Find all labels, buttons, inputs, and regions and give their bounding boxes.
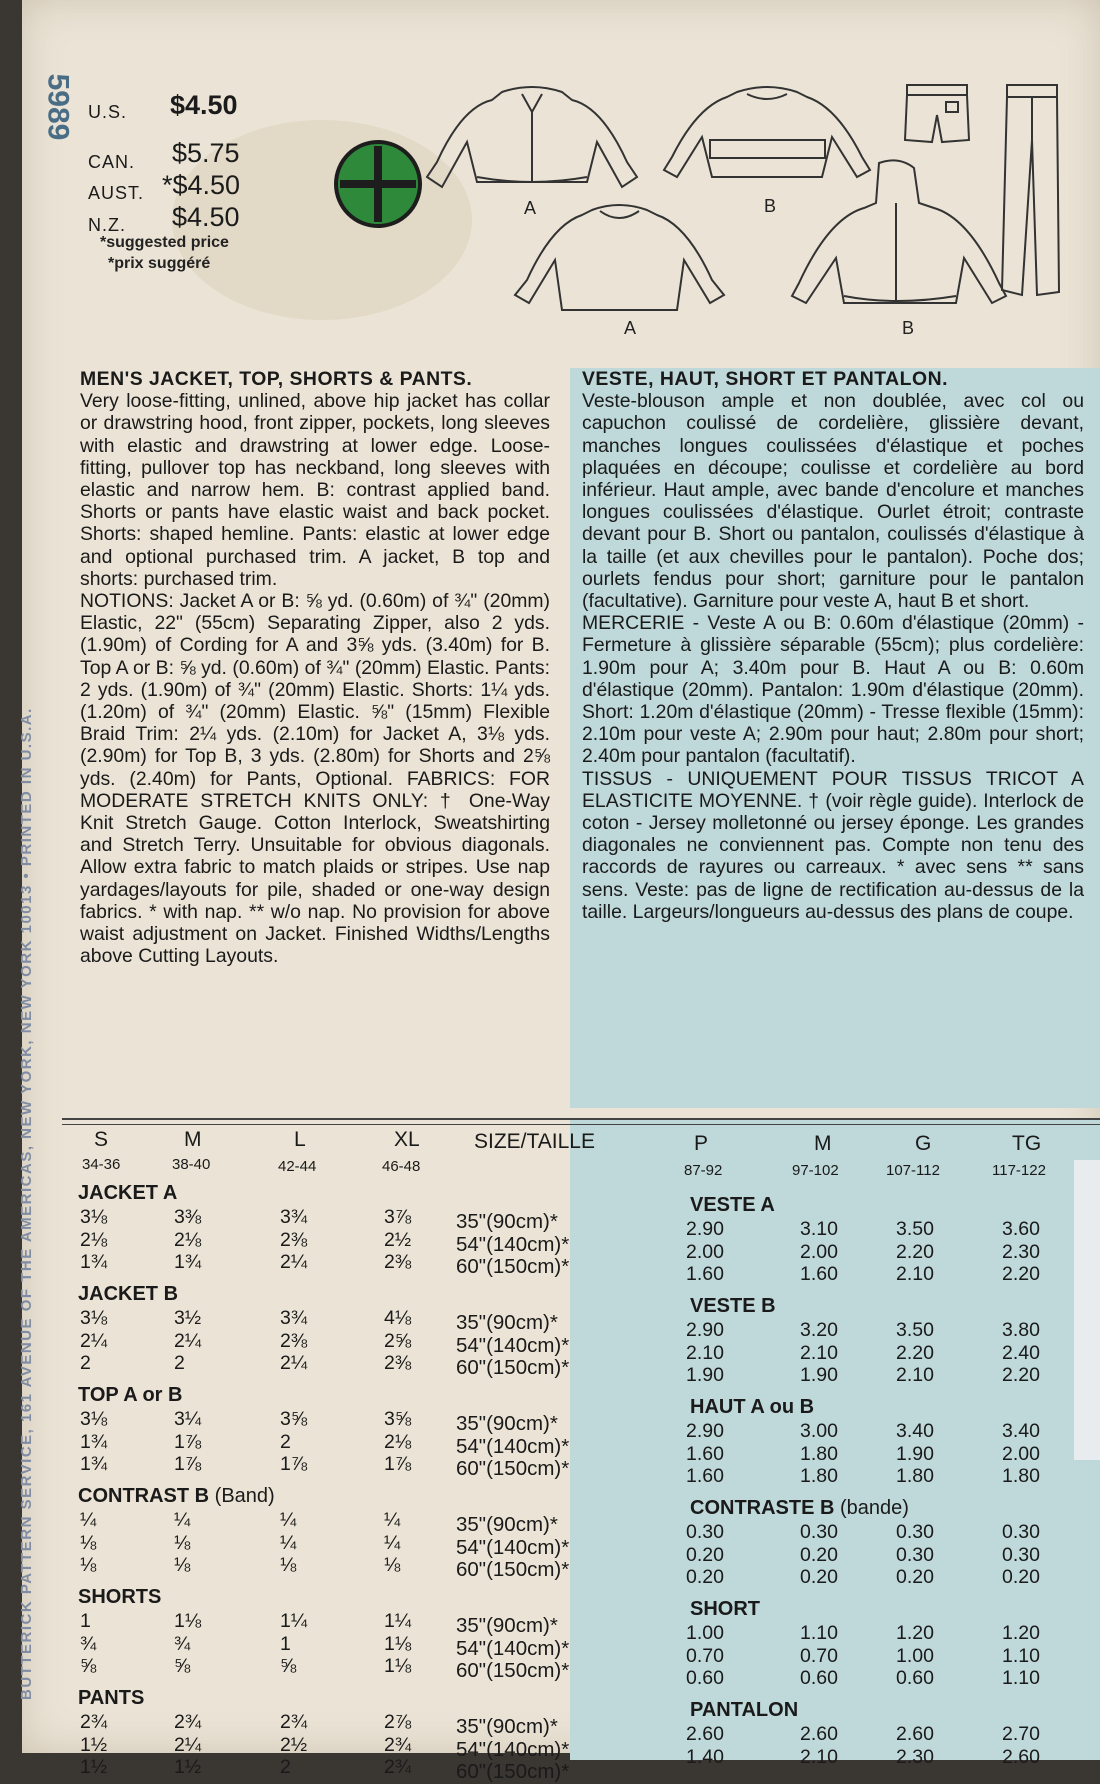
yardage-cell-en: 3¼: [174, 1408, 202, 1430]
yardage-cell-en: 2½: [280, 1733, 308, 1756]
yardage-cell-fr: 1.40: [686, 1745, 724, 1768]
yardage-cell-fr: 3.00: [800, 1420, 838, 1442]
section-label-en-text: SHORTS: [78, 1586, 162, 1608]
yardage-cell-en: ¾: [80, 1632, 97, 1655]
yardage-cell-fr: 1.90: [800, 1364, 838, 1386]
yardage-cell-en: 2¾: [80, 1711, 108, 1733]
yardage-cell-fr: 0.30: [896, 1521, 934, 1543]
section-label-fr-text: VESTE B: [690, 1295, 776, 1317]
fabric-width-cell: 60"(150cm)*: [456, 1457, 570, 1480]
size-g-range: 107-112: [886, 1162, 940, 1179]
size-m-fr: M: [814, 1132, 832, 1155]
size-m-range: 38-40: [172, 1156, 211, 1173]
yardage-cell-en: ¼: [280, 1509, 297, 1531]
fabric-width-cell: 60"(150cm)*: [456, 1760, 570, 1783]
section-label-en-extra: (Band): [209, 1485, 275, 1507]
table-top-rule: [62, 1118, 1100, 1120]
jacket-b-hood-sketch-icon: [784, 158, 1009, 318]
yardage-cell-en: 2¼: [174, 1329, 202, 1352]
size-s-range: 34-36: [82, 1156, 121, 1173]
price-note-fr: *prix suggéré: [108, 255, 211, 272]
yardage-cell-en: ¼: [80, 1509, 97, 1531]
fabric-width-cell: 35"(90cm)*: [456, 1311, 558, 1334]
yardage-cell-en: 4⅛: [384, 1307, 412, 1329]
yardage-cell-fr: 1.60: [686, 1263, 724, 1285]
price-label-aust: AUST.: [88, 183, 145, 203]
yardage-cell-en: ⅝: [174, 1655, 191, 1677]
yardage-cell-fr: 1.20: [1002, 1622, 1040, 1644]
yardage-cell-fr: 2.10: [686, 1341, 724, 1364]
yardage-cell-fr: 0.30: [1002, 1543, 1040, 1566]
view-label-b: B: [764, 196, 777, 216]
price-label-us: U.S.: [88, 102, 128, 122]
yardage-cell-en: 1⅞: [384, 1453, 412, 1475]
yardage-cell-en: 3½: [174, 1307, 202, 1329]
yardage-cell-en: 2: [80, 1352, 91, 1374]
size-p: P: [694, 1132, 709, 1155]
size-xl: XL: [394, 1128, 420, 1151]
section-label-en-text: JACKET A: [78, 1182, 178, 1204]
yardage-cell-en: 3⅛: [80, 1408, 108, 1430]
section-label-en: [78, 1687, 144, 1710]
yardage-cell-en: ¼: [174, 1509, 191, 1531]
yardage-cell-fr: 1.10: [1002, 1667, 1040, 1689]
fabric-width-cell: 54"(140cm)*: [456, 1232, 570, 1256]
yardage-cell-en: 2: [280, 1756, 291, 1778]
yardage-cell-en: 1¾: [80, 1430, 108, 1453]
section-label-fr: [690, 1699, 798, 1722]
yardage-cell-fr: 3.60: [1002, 1218, 1040, 1240]
yardage-cell-fr: 2.00: [800, 1240, 838, 1263]
yardage-cell-en: 1¼: [384, 1610, 412, 1632]
pants-sketch-icon: [997, 80, 1077, 310]
view-label-a: A: [524, 198, 537, 218]
size-g: G: [915, 1132, 932, 1155]
yardage-cell-en: ⅛: [280, 1554, 297, 1576]
yardage-cell-fr: 2.60: [896, 1723, 934, 1745]
yardage-cell-en: 2¼: [280, 1251, 308, 1273]
yardage-cell-fr: 2.60: [800, 1723, 838, 1745]
size-tg: TG: [1012, 1132, 1042, 1155]
yardage-cell-en: 2⅛: [80, 1228, 108, 1251]
yardage-cell-fr: 2.70: [1002, 1723, 1040, 1745]
price-label-can: CAN.: [88, 152, 136, 172]
yardage-cell-fr: 1.80: [800, 1442, 838, 1465]
size-m-fr-range: 97-102: [792, 1162, 839, 1179]
yardage-cell-en: 1¾: [80, 1453, 108, 1475]
fabric-width-cell: 35"(90cm)*: [456, 1513, 558, 1536]
size-xl-range: 46-48: [382, 1158, 421, 1175]
section-label-fr: [690, 1396, 814, 1419]
yardage-cell-fr: 1.90: [896, 1442, 934, 1465]
yardage-cell-en: 1½: [80, 1733, 108, 1756]
section-label-fr-text: HAUT A ou B: [690, 1396, 815, 1418]
pattern-envelope-back: [18, 0, 1100, 1783]
yardage-cell-fr: 2.30: [1002, 1240, 1040, 1263]
yardage-cell-en: 2⅜: [384, 1352, 412, 1374]
section-label-en-text: PANTS: [78, 1687, 145, 1709]
yardage-cell-en: 3¾: [280, 1206, 308, 1228]
yardage-cell-fr: 2.10: [800, 1341, 838, 1364]
yardage-cell-fr: 1.80: [800, 1465, 838, 1487]
yardage-cell-fr: 0.60: [896, 1667, 934, 1689]
yardage-cell-en: 1: [80, 1610, 91, 1632]
size-taille-label: SIZE/TAILLE: [474, 1130, 595, 1153]
yardage-cell-en: 3¾: [280, 1307, 308, 1329]
size-l: L: [294, 1128, 306, 1151]
fabric-width-cell: 35"(90cm)*: [456, 1412, 558, 1435]
yardage-cell-en: 2⅜: [280, 1228, 308, 1251]
section-label-fr: [690, 1295, 776, 1318]
yardage-cell-en: 1¾: [174, 1251, 202, 1273]
pattern-number: 5989: [41, 73, 75, 141]
yardage-cell-fr: 0.30: [800, 1521, 838, 1543]
publisher-address: BUTTERICK PATTERN SERVICE, 161 AVENUE OF THE AMERICAS, NEW YORK, NEW YORK 10013 • PRINTED IN U.S.A.: [18, 707, 35, 1700]
yardage-cell-en: 2¾: [384, 1733, 412, 1756]
section-label-fr: [690, 1194, 775, 1217]
yardage-cell-en: 1¾: [80, 1251, 108, 1273]
price-value-us: $4.50: [170, 90, 238, 120]
english-notions: NOTIONS: Jacket A or B: ⅝ yd. (0.60m) of ¾" (20mm) Elastic, 22" (55cm) Separating Zipper, also 2 yds. (1.90m) of Cording for A and 3⅝ yds. (3.40m) for B. Top A or B: ⅝ yd. (0.60m) of ¾" (20mm) Elastic. Pants: 2 yds. (1.90m) of ¾" (20mm) Elastic. Shorts: 1¼ yds. (1.20m) of ¾" (20mm) Elastic. ⅝" (15mm) Flexible Braid Trim: 2¼ yds. (2.10m) for Jacket A, 3⅛ yds. (2.90m) for Top B, 3 yds. (2.80m) for Shorts and 2⅝ yds. (2.40m) for Pants, Optional. FABRICS: FOR MODERATE STRETCH KNITS ONLY: † One-Way Knit Stretch Gauge. Cotton Interlock, Sweatshirting and Stretch Terry. Unsuitable for obvious diagonals. Allow extra fabric to match plaids or stripes. Use nap yardages/layouts for pile, shaded or one-way design fabrics. * with nap. ** w/o nap. No provision for above waist adjustment on Jacket. Finished Widths/Lengths above Cutting Layouts.: [80, 590, 550, 968]
size-p-range: 87-92: [684, 1162, 723, 1179]
yardage-cell-fr: 2.30: [896, 1745, 934, 1768]
yardage-cell-en: 1⅛: [384, 1655, 412, 1677]
yardage-cell-fr: 0.20: [896, 1566, 934, 1588]
yardage-cell-en: 1⅛: [174, 1610, 202, 1632]
yardage-cell-fr: 2.40: [1002, 1341, 1040, 1364]
table-top-rule-2: [62, 1124, 1100, 1125]
yardage-cell-en: 1⅞: [280, 1453, 308, 1475]
yardage-cell-fr: 2.00: [686, 1240, 724, 1263]
section-label-fr-extra: (bande): [834, 1497, 909, 1519]
section-label-en: [78, 1586, 161, 1609]
price-value-can: $5.75: [172, 138, 240, 168]
yardage-cell-fr: 0.20: [800, 1566, 838, 1588]
french-tissus: TISSUS - UNIQUEMENT POUR TISSUS TRICOT A ELASTICITE MOYENNE. † (voir règle guide). Interlock de coton - Jersey molletonné ou jersey éponge. Les grandes diagonales ne conviennent pas. Compte non tenu des raccords de rayures ou carreaux. * avec sens ** sans sens. Veste: pas de ligne de rectification au-dessus de la taille. Largeurs/longueurs au-dessus des plans de coupe.: [582, 767, 1084, 923]
yardage-cell-fr: 0.20: [686, 1543, 724, 1566]
yardage-cell-en: 1½: [80, 1756, 108, 1778]
yardage-cell-fr: 1.60: [800, 1263, 838, 1285]
yardage-cell-fr: 2.10: [800, 1745, 838, 1768]
section-label-fr-text: CONTRASTE B: [690, 1497, 835, 1519]
size-l-range: 42-44: [278, 1158, 317, 1175]
yardage-cell-fr: 2.00: [1002, 1442, 1040, 1465]
page-edge: [1074, 1160, 1100, 1460]
shorts-sketch-icon: [902, 80, 972, 150]
yardage-cell-fr: 1.00: [896, 1644, 934, 1667]
yardage-cell-en: 1⅛: [384, 1632, 412, 1655]
yardage-cell-en: ⅛: [80, 1554, 97, 1576]
yardage-cell-en: 3⅛: [80, 1307, 108, 1329]
section-label-fr-text: PANTALON: [690, 1699, 799, 1721]
fabric-width-cell: 60"(150cm)*: [456, 1558, 570, 1581]
section-label-fr: [690, 1598, 760, 1621]
yardage-cell-fr: 1.90: [686, 1364, 724, 1386]
stretch-knit-logo-icon: [334, 140, 422, 228]
yardage-cell-en: ⅛: [174, 1554, 191, 1576]
yardage-cell-fr: 1.60: [686, 1465, 724, 1487]
section-label-en: [78, 1485, 275, 1508]
yardage-cell-fr: 0.60: [686, 1667, 724, 1689]
yardage-cell-fr: 1.80: [896, 1465, 934, 1487]
section-label-fr-text: VESTE A: [690, 1194, 775, 1216]
section-label-en: [78, 1384, 182, 1407]
yardage-cell-fr: 0.20: [1002, 1566, 1040, 1588]
price-label-nz: N.Z.: [88, 215, 126, 235]
yardage-cell-en: ⅛: [174, 1531, 191, 1554]
yardage-cell-fr: 2.10: [896, 1263, 934, 1285]
yardage-cell-en: 2¼: [174, 1733, 202, 1756]
yardage-cell-fr: 3.80: [1002, 1319, 1040, 1341]
yardage-cell-en: ⅝: [280, 1655, 297, 1677]
yardage-cell-en: 2⅞: [384, 1711, 412, 1733]
yardage-cell-fr: 3.50: [896, 1319, 934, 1341]
yardage-cell-fr: 2.90: [686, 1319, 724, 1341]
yardage-cell-fr: 3.40: [1002, 1420, 1040, 1442]
yardage-cell-en: ¼: [384, 1509, 401, 1531]
yardage-cell-en: 2⅛: [174, 1228, 202, 1251]
yardage-cell-fr: 0.70: [686, 1644, 724, 1667]
yardage-cell-en: 3⅝: [280, 1408, 308, 1430]
price-value-nz: $4.50: [172, 202, 240, 232]
section-label-en: [78, 1182, 177, 1205]
yardage-cell-fr: 0.30: [1002, 1521, 1040, 1543]
yardage-cell-en: ¾: [174, 1632, 191, 1655]
yardage-cell-en: 2¾: [174, 1711, 202, 1733]
yardage-cell-en: ¼: [384, 1531, 401, 1554]
english-paragraph: Very loose-fitting, unlined, above hip jacket has collar or drawstring hood, front zipper, pockets, long sleeves with elastic and drawstring at lower edge. Loose-fitting, pullover top has neckband, long sleeves with elastic and narrow hem. B: contrast applied band. Shorts or pants have elastic waist and back pocket. Shorts: shaped hemline. Pants: elastic at lower edge and optional purchased trim. A jacket, B top and shorts: purchased trim.: [80, 390, 550, 590]
fabric-width-cell: 54"(140cm)*: [456, 1333, 570, 1357]
size-tg-range: 117-122: [992, 1162, 1046, 1179]
yardage-cell-fr: 2.10: [896, 1364, 934, 1386]
yardage-cell-en: 3⅛: [80, 1206, 108, 1228]
section-label-en-text: JACKET B: [78, 1283, 179, 1305]
yardage-cell-en: ¼: [280, 1531, 297, 1554]
yardage-cell-fr: 2.20: [896, 1341, 934, 1364]
english-heading: MEN'S JACKET, TOP, SHORTS & PANTS.: [80, 368, 473, 390]
fabric-width-cell: 60"(150cm)*: [456, 1255, 570, 1278]
french-mercerie: MERCERIE - Veste A ou B: 0.60m d'élastique (20mm) - Fermeture à glissière séparable (55cm); plus cordelière: 1.90m pour A; 3.40m pour B. Haut A ou B: 0.60m d'élastique (20mm). Pantalon: 1.90m d'élastique (20mm). Short: 1.20m d'élastique (20mm) - Tresse flexible (15mm): 2.10m pour veste A; 2.90m pour haut; 2.80m pour short; 2.40m pour pantalon (facultatif).: [582, 612, 1084, 768]
price-note-en: *suggested price: [100, 234, 229, 251]
view-label-b-2: B: [902, 318, 915, 338]
yardage-cell-fr: 3.10: [800, 1218, 838, 1240]
section-label-fr: [690, 1497, 909, 1520]
fabric-width-cell: 35"(90cm)*: [456, 1715, 558, 1738]
yardage-cell-en: 2¼: [280, 1352, 308, 1374]
yardage-cell-en: 2: [280, 1430, 291, 1453]
yardage-cell-fr: 0.30: [896, 1543, 934, 1566]
yardage-cell-en: 3⅝: [384, 1408, 412, 1430]
english-description: [80, 368, 550, 967]
yardage-cell-en: 3⅞: [384, 1206, 412, 1228]
yardage-cell-en: 1¼: [280, 1610, 308, 1632]
fabric-width-cell: 54"(140cm)*: [456, 1535, 570, 1559]
yardage-cell-fr: 2.60: [1002, 1745, 1040, 1768]
yardage-cell-en: 2⅜: [384, 1251, 412, 1273]
yardage-cell-fr: 2.90: [686, 1420, 724, 1442]
price-value-aust: *$4.50: [162, 170, 241, 200]
yardage-cell-fr: 3.20: [800, 1319, 838, 1341]
yardage-cell-fr: 3.50: [896, 1218, 934, 1240]
fabric-width-cell: 60"(150cm)*: [456, 1659, 570, 1682]
yardage-cell-fr: 2.20: [896, 1240, 934, 1263]
yardage-cell-fr: 1.10: [800, 1622, 838, 1644]
yardage-cell-en: ⅛: [384, 1554, 401, 1576]
fabric-width-cell: 54"(140cm)*: [456, 1737, 570, 1761]
french-description: [582, 368, 1084, 923]
section-label-en: [78, 1283, 178, 1306]
yardage-cell-en: 2⅛: [384, 1430, 412, 1453]
yardage-cell-en: 2¼: [80, 1329, 108, 1352]
yardage-cell-fr: 0.20: [686, 1566, 724, 1588]
view-label-a-2: A: [624, 318, 637, 338]
yardage-cell-en: 2: [174, 1352, 185, 1374]
yardage-cell-en: 2½: [384, 1228, 412, 1251]
section-label-fr-text: SHORT: [690, 1598, 760, 1620]
yardage-cell-en: 3⅜: [174, 1206, 202, 1228]
yardage-cell-fr: 1.60: [686, 1442, 724, 1465]
yardage-cell-en: 2¾: [384, 1756, 412, 1778]
yardage-cell-en: 1½: [174, 1756, 202, 1778]
yardage-cell-fr: 2.20: [1002, 1364, 1040, 1386]
fabric-width-cell: 35"(90cm)*: [456, 1210, 558, 1233]
fabric-width-cell: 54"(140cm)*: [456, 1434, 570, 1458]
jacket-a-sketch-icon: [422, 82, 642, 202]
section-label-en-text: CONTRAST B: [78, 1485, 210, 1507]
yardage-cell-en: ⅝: [80, 1655, 97, 1677]
fabric-width-cell: 54"(140cm)*: [456, 1636, 570, 1660]
yardage-cell-fr: 0.70: [800, 1644, 838, 1667]
yardage-cell-en: 2⅝: [384, 1329, 412, 1352]
yardage-cell-fr: 2.60: [686, 1723, 724, 1745]
fabric-width-cell: 60"(150cm)*: [456, 1356, 570, 1379]
french-heading: VESTE, HAUT, SHORT ET PANTALON.: [582, 368, 948, 390]
yardage-cell-fr: 2.90: [686, 1218, 724, 1240]
yardage-cell-fr: 0.60: [800, 1667, 838, 1689]
yardage-cell-fr: 1.20: [896, 1622, 934, 1644]
size-s: S: [94, 1128, 109, 1151]
size-m: M: [184, 1128, 202, 1151]
yardage-cell-en: 1⅞: [174, 1430, 202, 1453]
yardage-cell-fr: 0.30: [686, 1521, 724, 1543]
yardage-cell-fr: 3.40: [896, 1420, 934, 1442]
yardage-cell-fr: 2.20: [1002, 1263, 1040, 1285]
yardage-cell-en: ⅛: [80, 1531, 97, 1554]
yardage-cell-fr: 0.20: [800, 1543, 838, 1566]
yardage-cell-en: 2¾: [280, 1711, 308, 1733]
jacket-a-collar-sketch-icon: [512, 195, 727, 330]
section-label-en-text: TOP A or B: [78, 1384, 183, 1406]
yardage-cell-en: 2⅜: [280, 1329, 308, 1352]
yardage-cell-en: 1⅞: [174, 1453, 202, 1475]
french-paragraph: Veste-blouson ample et non doublée, avec col ou capuchon coulissé de cordelière, glissière devant, manches longues coulissées d'élastique et poches plaquées en découpe; coulisse et cordelière au bord inférieur. Haut ample, avec bande d'encolure et manches longues coulissées d'élastique. Ourlet étroit; contraste devant pour B. Short ou pantalon, coulissés d'élastique à la taille (et aux chevilles pour le pantalon). Poche dos; ourlets fendus pour short; garniture pour le pantalon (facultative). Garniture pour veste A, haut B et short.: [582, 390, 1084, 613]
yardage-cell-en: 1: [280, 1632, 291, 1655]
yardage-cell-fr: 1.80: [1002, 1465, 1040, 1487]
yardage-cell-fr: 1.10: [1002, 1644, 1040, 1667]
yardage-cell-fr: 1.00: [686, 1622, 724, 1644]
fabric-width-cell: 35"(90cm)*: [456, 1614, 558, 1637]
